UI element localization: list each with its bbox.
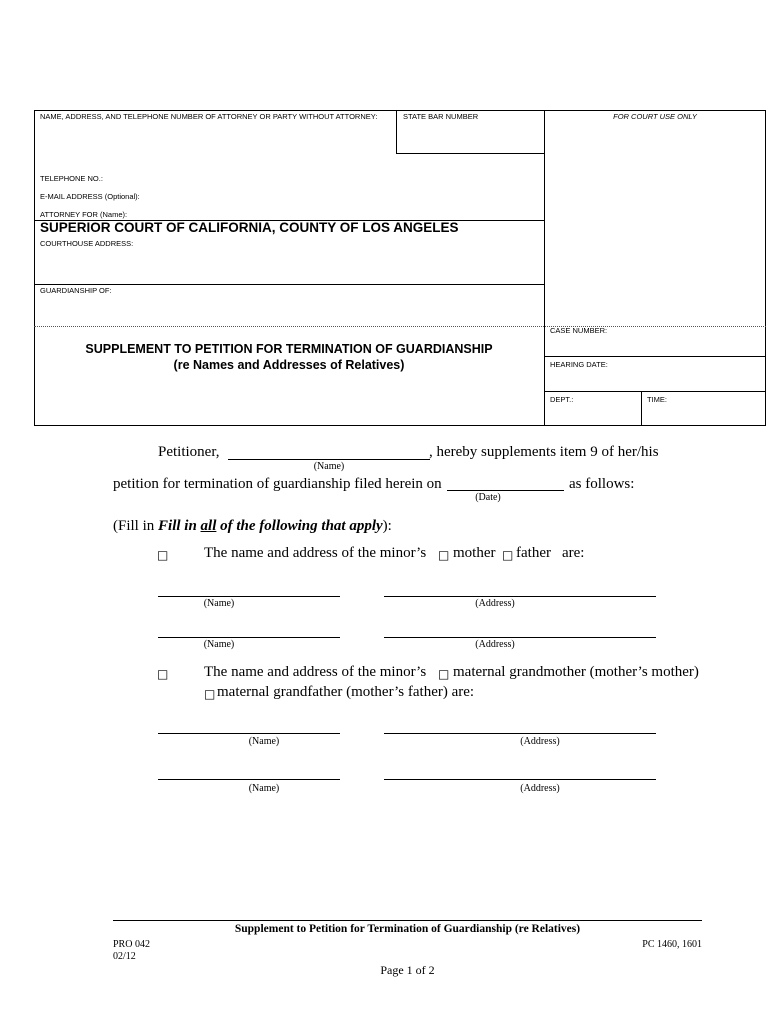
petitioner-prefix: Petitioner, [158, 444, 220, 460]
s2-name2-field[interactable] [158, 779, 340, 780]
petition-line: petition for termination of guardianship filed herein on [113, 476, 442, 492]
hearing-date-field[interactable] [546, 372, 764, 390]
petitioner-suffix: , hereby supplements item 9 of her/his [429, 444, 659, 460]
dept-field[interactable] [546, 406, 639, 424]
attorney-label: NAME, ADDRESS, AND TELEPHONE NUMBER OF ATTORNEY OR PARTY WITHOUT ATTORNEY: [40, 112, 378, 121]
fill-in-all: all [200, 518, 217, 534]
petitioner-name-field[interactable] [228, 459, 430, 460]
footer-rule [113, 920, 702, 921]
courthouse-label: COURTHOUSE ADDRESS: [40, 239, 134, 248]
s1-address2-caption: (Address) [475, 639, 515, 650]
s2-address2-caption: (Address) [520, 783, 560, 794]
section1-are: are: [562, 545, 585, 561]
mother-checkbox[interactable]: □ [438, 548, 450, 562]
s2-name1-caption: (Name) [248, 736, 280, 747]
case-cells-divider [544, 326, 545, 426]
father-checkbox[interactable]: □ [502, 548, 514, 562]
fill-in-close: ): [382, 518, 392, 534]
time-label: TIME: [647, 395, 667, 404]
guardianship-of-field[interactable] [36, 297, 542, 323]
s1-name2-caption: (Name) [203, 639, 235, 650]
dept-label: DEPT.: [550, 395, 574, 404]
state-bar-box-left [396, 110, 397, 153]
court-use-label: FOR COURT USE ONLY [613, 112, 697, 121]
maternal-grandmother-checkbox[interactable]: □ [438, 667, 450, 681]
maternal-grandfather-checkbox[interactable]: □ [204, 687, 216, 701]
hearing-date-bottom [544, 391, 766, 392]
section1-text: The name and address of the minor’s [204, 545, 427, 561]
section2-text: The name and address of the minor’s [204, 664, 427, 680]
title-separator [34, 326, 766, 327]
fill-in-instruction [113, 518, 392, 535]
court-name: SUPERIOR COURT OF CALIFORNIA, COUNTY OF LOS ANGELES [40, 220, 459, 235]
court-use-divider [544, 110, 545, 326]
attorney-name-address-field[interactable] [36, 124, 392, 170]
fill-in-suffix: of the following that apply [216, 518, 383, 534]
s2-address2-field[interactable] [384, 779, 656, 780]
s1-name1-caption: (Name) [203, 598, 235, 609]
s1-address1-field[interactable] [384, 596, 656, 597]
state-bar-number-field[interactable] [398, 124, 542, 152]
form-revision: 02/12 [113, 951, 136, 962]
maternal-grandfather-label: maternal grandfather (mother’s father) are: [217, 684, 475, 700]
s1-address2-field[interactable] [384, 637, 656, 638]
form-title-line1: SUPPLEMENT TO PETITION FOR TERMINATION OF GUARDIANSHIP [85, 342, 493, 356]
dept-time-divider [641, 391, 642, 426]
mother-label: mother [453, 545, 496, 561]
as-follows: as follows: [569, 476, 635, 492]
s1-name2-field[interactable] [158, 637, 340, 638]
page-number: Page 1 of 2 [380, 963, 435, 977]
maternal-grandmother-label: maternal grandmother (mother’s mother) [453, 664, 699, 680]
courthouse-line [34, 284, 544, 285]
s2-name2-caption: (Name) [248, 783, 280, 794]
petitioner-name-caption: (Name) [313, 461, 345, 472]
s1-address1-caption: (Address) [475, 598, 515, 609]
time-field[interactable] [643, 406, 764, 424]
s2-address1-caption: (Address) [520, 736, 560, 747]
fill-in-prefix-italic: Fill in [158, 518, 201, 534]
section2-checkbox[interactable]: □ [157, 667, 169, 681]
state-bar-label: STATE BAR NUMBER [403, 112, 479, 121]
section1-checkbox[interactable]: □ [157, 548, 169, 562]
s2-name1-field[interactable] [158, 733, 340, 734]
s1-name1-field[interactable] [158, 596, 340, 597]
father-label: father [516, 545, 551, 561]
state-bar-box-bottom [396, 153, 544, 154]
footer-title: Supplement to Petition for Termination of Guardianship (re Relatives) [234, 923, 581, 935]
filed-date-field[interactable] [447, 490, 564, 491]
case-number-label: CASE NUMBER: [550, 326, 608, 335]
telephone-label: TELEPHONE NO.: [40, 174, 103, 183]
form-title-line2: (re Names and Addresses of Relatives) [173, 358, 405, 372]
s2-address1-field[interactable] [384, 733, 656, 734]
hearing-date-label: HEARING DATE: [550, 360, 608, 369]
attorney-for-label: ATTORNEY FOR (Name): [40, 210, 128, 219]
fill-in-prefix: (Fill in [113, 518, 159, 534]
case-number-bottom [544, 356, 766, 357]
date-caption: (Date) [475, 492, 501, 503]
case-number-field[interactable] [546, 338, 764, 355]
email-label: E-MAIL ADDRESS (Optional): [40, 192, 140, 201]
statute-reference: PC 1460, 1601 [642, 939, 702, 950]
guardianship-label: GUARDIANSHIP OF: [40, 286, 112, 295]
form-number: PRO 042 [113, 939, 150, 950]
